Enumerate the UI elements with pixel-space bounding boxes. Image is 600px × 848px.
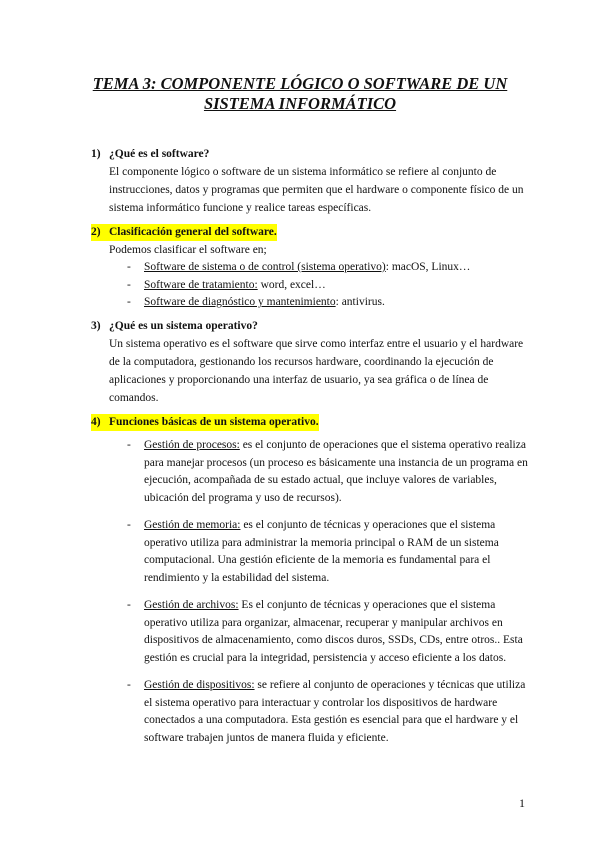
list-item-text: se refiere al conjunto de operaciones y técnicas que utiliza el sistema operativo para interactuar y controlar los dispositivos de hardware conectados a una computadora. Esta gestión es esencial para que el hardware y el software trabajen juntos de manera fluida y eficiente.	[144, 679, 526, 744]
os-functions-list	[127, 437, 531, 747]
list-item-term: Gestión de memoria:	[144, 519, 241, 531]
section-what-is-os	[91, 318, 531, 407]
list-item	[127, 294, 531, 312]
list-item-term: Software de tratamiento:	[144, 278, 258, 291]
section-body: Un sistema operativo es el software que sirve como interfaz entre el usuario y el hardware de la computadora, gestionando los recursos hardware, coordinando la ejecución de aplicaciones y proporcionando una interfaz de usuario, ya sea gráfica o de línea de comandos.	[109, 338, 524, 404]
section-body: El componente lógico o software de un sistema informático se refiere al conjunto de instrucciones, datos y programas que permiten que el hardware o componente físico de un sistema informático funcione y realice tareas específicas.	[109, 166, 524, 214]
list-item	[127, 677, 531, 747]
section-heading-text: Clasificación general del software.	[109, 224, 277, 241]
list-item-term: Gestión de archivos:	[144, 599, 239, 611]
list-item-text: es el conjunto de operaciones que el sistema operativo realiza para manejar procesos (un proceso es básicamente una instancia de un programa en ejecución, acompañada de su estado actual, que incluye valores de variables, ubicación del programa y uso de recursos).	[144, 439, 528, 504]
classification-list	[127, 259, 531, 312]
list-item-text: Es el conjunto de técnicas y operaciones que el sistema operativo utiliza para organizar, almacenar, recuperar y manipular archivos en dispositivos de almacenamiento, como discos duros, SSDs, CDs, entre otros.. Esta gestión es crucial para la integridad, persistencia y acceso eficiente a los datos.	[144, 599, 523, 664]
section-what-is-software	[91, 146, 531, 217]
section-number: 2)	[91, 224, 109, 241]
list-item-text: es el conjunto de técnicas y operaciones que el sistema operativo utiliza para administrar la memoria principal o RAM de un sistema computacional. Una gestión eficiente de la memoria es fundamental para el rendimiento y la estabilidad del sistema.	[144, 519, 499, 584]
section-heading-text: ¿Qué es un sistema operativo?	[109, 320, 258, 332]
page-number: 1	[519, 796, 525, 810]
list-item-term: Software de sistema o de control (sistema operativo)	[144, 261, 386, 273]
list-item	[127, 517, 531, 587]
section-heading	[91, 146, 531, 163]
dash-bullet: -	[127, 296, 131, 308]
dash-bullet: -	[127, 679, 131, 691]
list-item-term: Gestión de procesos:	[144, 439, 240, 451]
dash-bullet: -	[127, 261, 131, 273]
section-heading	[91, 414, 531, 431]
list-item-text: : antivirus.	[335, 296, 385, 308]
list-item	[127, 259, 531, 277]
list-item	[127, 277, 531, 295]
document-title: TEMA 3: COMPONENTE LÓGICO O SOFTWARE DE UN SISTEMA INFORMÁTICO	[92, 74, 508, 113]
section-heading	[91, 318, 531, 335]
section-os-functions	[91, 414, 531, 747]
dash-bullet: -	[127, 599, 131, 611]
list-item-term: Gestión de dispositivos:	[144, 679, 255, 691]
dash-bullet: -	[127, 278, 131, 291]
list-item	[127, 597, 531, 667]
dash-bullet: -	[127, 519, 131, 531]
section-heading-text: ¿Qué es el software?	[109, 148, 210, 160]
section-heading	[91, 224, 531, 241]
list-item-text: word, excel…	[257, 278, 326, 291]
section-number: 3)	[91, 320, 101, 332]
section-heading-text: Funciones básicas de un sistema operativo.	[109, 414, 319, 431]
section-number: 1)	[91, 148, 101, 160]
section-software-classification	[91, 224, 531, 312]
section-number: 4)	[91, 414, 109, 431]
dash-bullet: -	[127, 439, 131, 451]
section-body: Podemos clasificar el software en;	[109, 244, 267, 256]
list-item-term: Software de diagnóstico y mantenimiento	[144, 296, 336, 308]
list-item	[127, 437, 531, 507]
list-item-text: : macOS, Linux…	[385, 261, 471, 273]
